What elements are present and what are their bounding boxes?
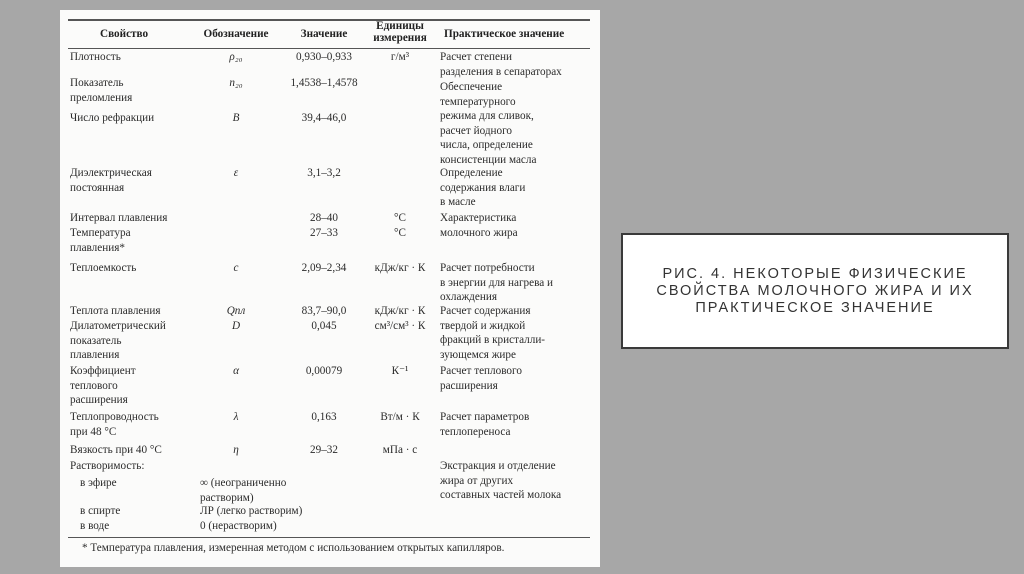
cell-property: Число рефракции — [70, 112, 155, 124]
cell-value: 83,7–90,0 — [301, 305, 347, 317]
cell-practical: Обеспечение температурного режима для сливок, расчет йодного числа, определение консистенции масла — [440, 81, 537, 166]
footnote: * Температура плавления, измеренная методом с использованием открытых капилляров. — [82, 542, 505, 554]
cell-practical: Характеристика молочного жира — [440, 212, 518, 239]
cell-value: 0,00079 — [305, 365, 343, 377]
cell-property: Плотность — [70, 51, 121, 63]
cell-value: 0,045 — [311, 320, 337, 332]
cell-property: в воде — [80, 520, 110, 532]
slide-title-box — [621, 233, 1009, 349]
cell-property: в спирте — [80, 505, 121, 517]
table-scan — [60, 10, 600, 567]
cell-symbol: D — [231, 320, 241, 332]
cell-practical: Экстракция и отделение жира от других составных частей молока — [440, 460, 562, 502]
cell-property: Растворимость: — [70, 460, 145, 472]
cell-units: Вт/м · К — [380, 411, 420, 423]
cell-symbol: n₂₀ — [229, 77, 243, 89]
cell-value: 2,09–2,34 — [301, 262, 347, 274]
cell-property: в эфире — [80, 477, 117, 489]
cell-value: 28–40 — [310, 212, 338, 224]
header-rule — [68, 48, 590, 49]
cell-symbol: c — [233, 262, 239, 274]
cell-symbol: λ — [233, 411, 239, 423]
cell-value: 29–32 — [310, 444, 338, 456]
cell-value: 0,163 — [311, 411, 337, 423]
cell-units: °C — [394, 212, 406, 224]
cell-practical: Расчет теплового расширения — [440, 365, 522, 392]
cell-value: 39,4–46,0 — [301, 112, 347, 124]
cell-property: Температура плавления* — [70, 227, 131, 254]
cell-property: Коэффициент теплового расширения — [70, 365, 136, 407]
cell-property: Теплота плавления — [70, 305, 161, 317]
cell-practical: Определение содержания влаги в масле — [440, 167, 526, 209]
cell-practical: Расчет параметров теплопереноса — [440, 411, 530, 438]
header-value: Значение — [300, 28, 348, 40]
cell-value: 1,4538–1,4578 — [290, 77, 358, 89]
cell-units: кДж/кг · К — [374, 262, 426, 274]
cell-practical: Расчет степени разделения в сепараторах — [440, 51, 562, 78]
top-rule — [68, 19, 590, 21]
cell-property: Теплопроводность при 48 °C — [70, 411, 159, 438]
cell-solubility: ∞ (неограниченно растворим) — [200, 477, 287, 504]
cell-symbol: η — [233, 444, 239, 456]
cell-units: мПа · с — [382, 444, 418, 456]
cell-property: Диэлектрическая постоянная — [70, 167, 152, 194]
cell-units: см³/см³ · К — [374, 320, 426, 332]
cell-practical: Расчет потребности в энергии для нагрева и охлаждения — [440, 262, 553, 304]
cell-property: Вязкость при 40 °C — [70, 444, 162, 456]
header-practical: Практическое значение — [444, 28, 565, 40]
cell-value: 27–33 — [310, 227, 338, 239]
cell-practical: Расчет содержания твердой и жидкой фракций в кристалли- зующемся жире — [440, 305, 546, 361]
cell-property: Показатель преломления — [70, 77, 133, 104]
cell-symbol: ε — [233, 167, 239, 179]
cell-symbol: Qпл — [226, 305, 246, 317]
header-property: Свойство — [100, 28, 149, 40]
cell-value: 3,1–3,2 — [307, 167, 341, 179]
cell-symbol: ρ₂₀ — [229, 51, 243, 63]
cell-property: Интервал плавления — [70, 212, 168, 224]
bottom-rule — [68, 537, 590, 538]
cell-solubility: 0 (нерастворим) — [200, 520, 277, 532]
cell-units: °C — [394, 227, 406, 239]
cell-symbol: B — [232, 112, 240, 124]
cell-solubility: ЛР (легко растворим) — [200, 505, 303, 517]
cell-units: г/м³ — [390, 51, 410, 63]
slide-title: РИС. 4. НЕКОТОРЫЕ ФИЗИЧЕСКИЕ СВОЙСТВА МОЛОЧНОГО ЖИРА И ИХ ПРАКТИЧЕСКОЕ ЗНАЧЕНИЕ — [656, 265, 974, 316]
cell-units: К⁻¹ — [391, 365, 409, 377]
header-units: Единицы измерения — [373, 20, 427, 44]
header-symbol: Обозначение — [203, 28, 269, 40]
cell-symbol: α — [233, 365, 239, 377]
cell-property: Теплоемкость — [70, 262, 137, 274]
cell-units: кДж/кг · К — [374, 305, 426, 317]
cell-property: Дилатометрический показатель плавления — [70, 320, 166, 362]
cell-value: 0,930–0,933 — [296, 51, 352, 63]
